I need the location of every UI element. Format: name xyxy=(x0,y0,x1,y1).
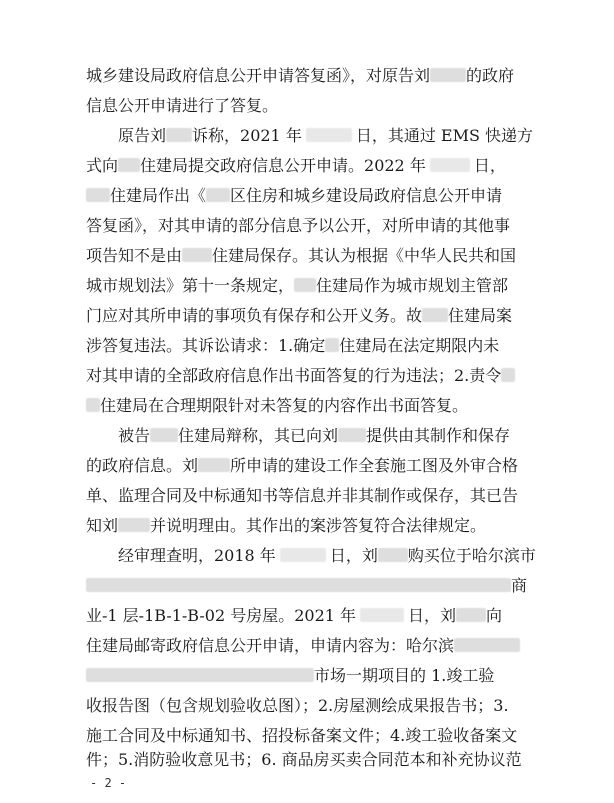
text-span: 知刘 xyxy=(86,516,119,535)
text-span: 城乡建设局政府信息公开申请答复函》，对原告刘 xyxy=(86,66,431,85)
text-span: 住建局作出《 xyxy=(110,186,207,205)
text-line xyxy=(86,456,518,476)
text-line xyxy=(86,306,512,326)
redaction xyxy=(501,368,515,382)
text-line xyxy=(118,126,533,146)
redaction xyxy=(86,578,511,592)
text-span: 日，刘 xyxy=(408,606,457,625)
page-number: - 2 - xyxy=(90,776,127,790)
text-line xyxy=(86,636,520,656)
redaction xyxy=(280,548,326,562)
text-line xyxy=(86,246,516,266)
text-span: 并说明理由。其作出的案涉答复符合法律规定。 xyxy=(150,516,487,535)
text-span: 件；5.消防验收意见书；6. 商品房买卖合同范本和补充协议范 xyxy=(86,750,522,769)
redaction xyxy=(454,638,520,652)
redaction xyxy=(182,248,212,262)
text-span: 住建局提交政府信息公开申请。2022 年 xyxy=(140,156,426,175)
redaction xyxy=(118,518,150,532)
text-span: 业-1 层-1B-1-B-02 号房屋。2021 年 xyxy=(86,606,357,625)
text-span: 式向 xyxy=(86,156,119,175)
text-span: 答复函》，对其申请的部分信息予以公开，对所申请的其他事 xyxy=(86,216,511,235)
text-line xyxy=(86,276,508,296)
text-span: 日，刘 xyxy=(329,546,378,565)
text-line xyxy=(86,396,468,416)
redaction xyxy=(86,398,100,412)
redaction xyxy=(430,158,470,172)
text-span: 日， xyxy=(473,156,506,175)
text-line xyxy=(86,366,515,386)
redaction xyxy=(166,128,192,142)
redaction xyxy=(306,128,352,142)
text-line xyxy=(86,666,494,686)
text-span: 涉答复违法。其诉讼请求：1.确定 xyxy=(86,336,326,355)
redaction xyxy=(86,188,110,202)
text-span: 所申请的建设工作全套施工图及外审合格 xyxy=(230,456,519,475)
redaction xyxy=(360,608,404,622)
text-span: 对其申请的全部政府信息作出书面答复的行为违法；2.责令 xyxy=(86,366,502,385)
text-line xyxy=(86,486,518,506)
text-span: 被告 xyxy=(118,426,151,445)
text-line xyxy=(118,546,536,566)
text-span: 项告知不是由 xyxy=(86,246,183,265)
text-span: 单、监理合同及中标通知书等信息并非其制作或保存，其已告 xyxy=(86,486,519,505)
text-span: 住建局案 xyxy=(448,306,513,325)
text-span: 原告刘 xyxy=(118,126,167,145)
text-span: 住建局辩称，其已向刘 xyxy=(178,426,339,445)
text-span: 的政府信息。刘 xyxy=(86,456,199,475)
text-span: 日，其通过 EMS 快递方 xyxy=(355,126,534,145)
text-span: 诉称，2021 年 xyxy=(192,126,302,145)
text-line xyxy=(86,216,510,236)
text-line xyxy=(86,156,506,176)
redaction xyxy=(430,68,466,82)
text-span: 商 xyxy=(511,576,528,595)
text-span: 经审理查明，2018 年 xyxy=(118,546,276,565)
text-span: 住建局保存。其认为根据《中华人民共和国 xyxy=(212,246,517,265)
redaction xyxy=(206,188,230,202)
text-span: 门应对其所申请的事项负有保存和公开义务。故 xyxy=(86,306,423,325)
text-line xyxy=(86,726,517,746)
redaction xyxy=(378,548,408,562)
text-line xyxy=(118,426,510,446)
text-span: 购买位于哈尔滨市 xyxy=(407,546,536,565)
redaction xyxy=(422,308,448,322)
text-line xyxy=(86,96,278,116)
text-line xyxy=(86,66,514,86)
text-line xyxy=(86,186,502,206)
text-span: 城市规划法》第十一条规定， xyxy=(86,276,295,295)
text-span: 住建局作为城市规划主管部 xyxy=(316,276,509,295)
text-span: 住建局在法定期限内未 xyxy=(339,336,500,355)
redaction xyxy=(294,278,316,292)
text-span: 提供由其制作和保存 xyxy=(366,426,511,445)
text-span: 住建局在合理期限针对未答复的内容作出书面答复。 xyxy=(100,396,469,415)
redaction xyxy=(150,428,178,442)
redaction xyxy=(456,608,486,622)
text-span: 市场一期项目的 1.竣工验 xyxy=(314,666,495,685)
text-span: 区住房和城乡建设局政府信息公开申请 xyxy=(230,186,503,205)
text-line xyxy=(86,750,522,770)
text-span: 施工合同及中标通知书、招投标备案文件；4.竣工验收备案文 xyxy=(86,726,518,745)
text-line xyxy=(86,516,486,536)
text-span: 住建局邮寄政府信息公开申请，申请内容为：哈尔滨 xyxy=(86,636,455,655)
text-span: 收报告图（包含规划验收总图）；2.房屋测绘成果报告书；3. xyxy=(86,696,509,715)
text-span: 向 xyxy=(486,606,503,625)
text-line xyxy=(86,606,502,626)
redaction xyxy=(338,428,366,442)
redaction xyxy=(198,458,230,472)
text-span: 信息公开申请进行了答复。 xyxy=(86,96,279,115)
redaction xyxy=(118,158,140,172)
redaction xyxy=(86,668,314,682)
text-line xyxy=(86,576,527,596)
text-span: 的政府 xyxy=(466,66,515,85)
text-line xyxy=(86,336,499,356)
redaction xyxy=(325,338,339,352)
text-line xyxy=(86,696,509,716)
